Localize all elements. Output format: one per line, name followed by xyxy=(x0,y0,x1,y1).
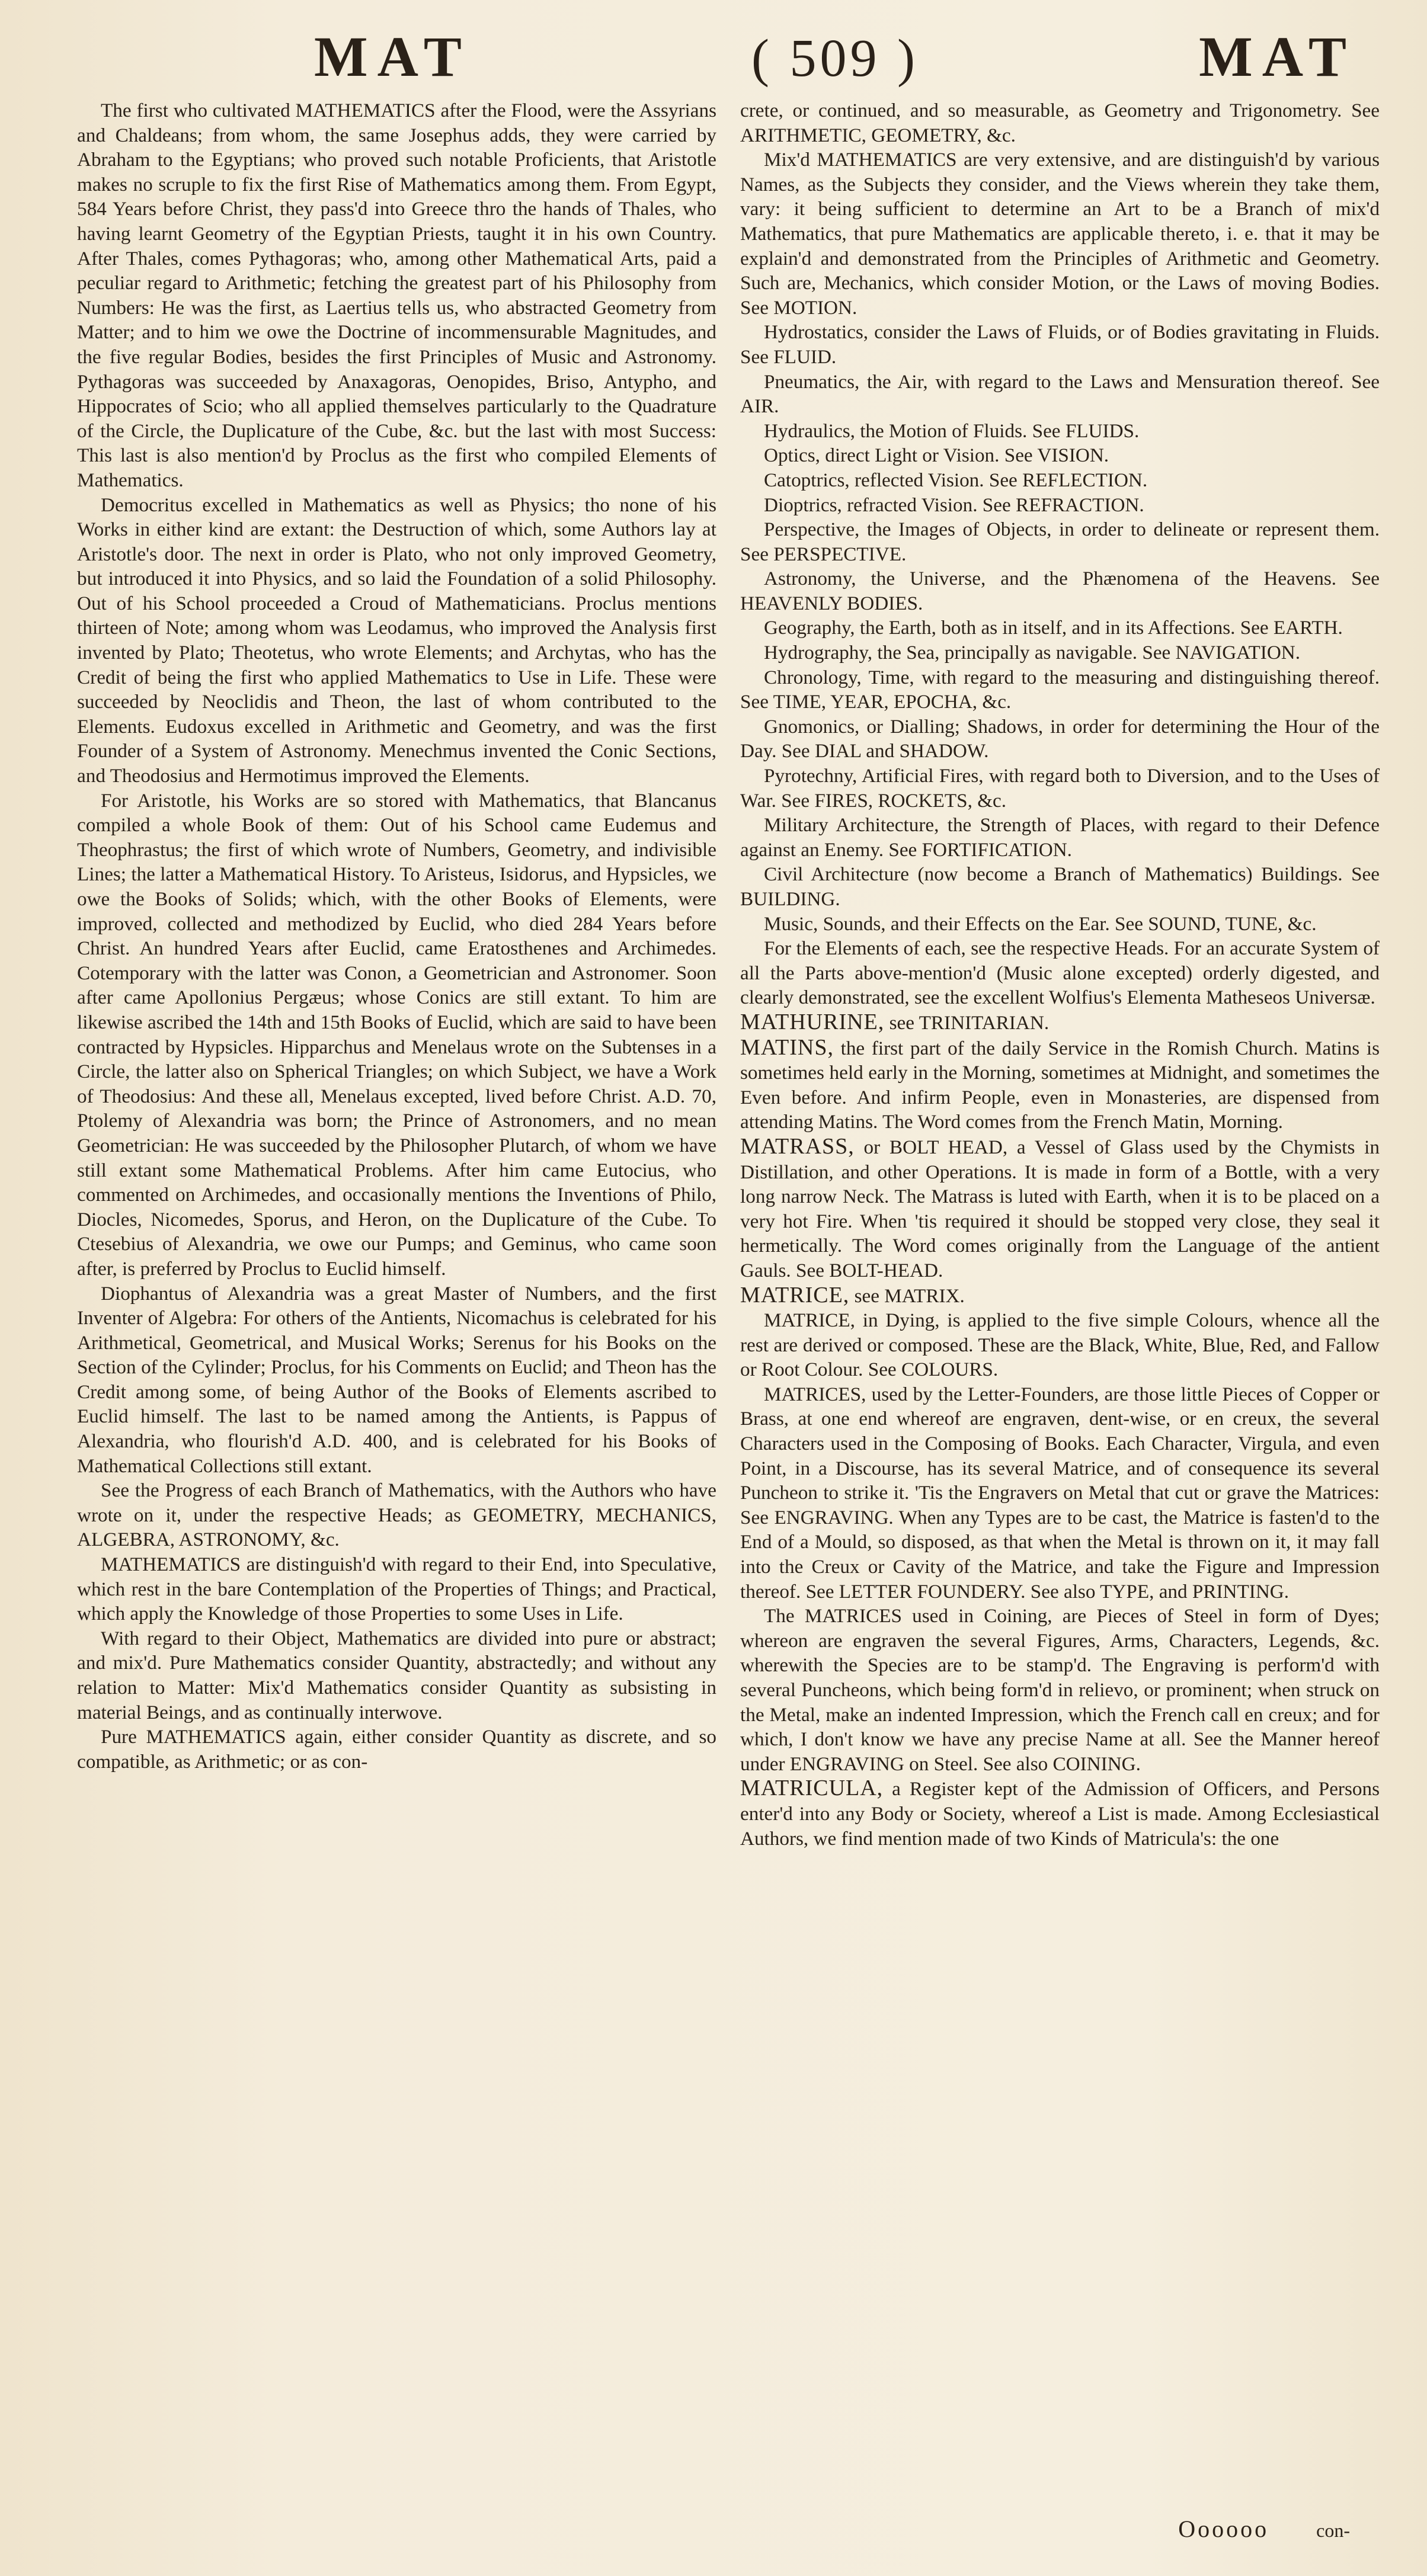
paragraph: MATHEMATICS are distinguish'd with regard to their End, into Speculative, which rest in the bare Contemplation of the Properties of Things; and Practical, which apply the Knowledge of those Properties to some Uses in Life. xyxy=(77,1553,716,1625)
entry-head: MATRICE, xyxy=(740,1282,850,1308)
paragraph: Hydrography, the Sea, principally as navigable. See NAVIGATION. xyxy=(764,642,1301,664)
entry-text: a Register kept of the Admission of Officers, and Persons enter'd into any Body or Society, whereof a List is made. Among Ecclesiastical Authors, we find mention made of two Kinds of Matricula's: the one xyxy=(740,1778,1380,1850)
paragraph: Democritus excelled in Mathematics as well as Physics; tho none of his Works in either kind are extant: the Destruction of which, some Authors lay at Aristotle's door. The next in order is Plato, who not only improved Geometry, but introduced it into Physics, and so laid the Foundation of a solid Philosophy. Out of his School proceeded a Croud of Mathematicians. Proclus mentions thirteen of Note; among whom was Leodamus, who improved the Analysis first invented by Plato; Theotetus, who wrote Elements; and Archytas, who has the Credit of being the first who applied Mathematics to Use in Life. These were succeeded by Neoclidis and Theon, the last of whom contributed to the Elements. Eudoxus excelled in Arithmetic and Geometry, and was the first Founder of a System of Astronomy. Menechmus invented the Conic Sections, and Theodosius and Hermotimus improved the Elements. xyxy=(77,494,716,787)
signature-mark: Oooooo xyxy=(1178,2516,1269,2542)
paragraph: Chronology, Time, with regard to the measuring and distinguishing thereof. See TIME, YEAR, EPOCHA, &c. xyxy=(740,666,1380,713)
catchword: con- xyxy=(1316,2520,1350,2541)
page-footer xyxy=(1178,2515,1350,2543)
entry-head: MATRASS, xyxy=(740,1133,855,1159)
paragraph: Optics, direct Light or Vision. See VISION. xyxy=(764,444,1109,467)
paragraph: For the Elements of each, see the respective Heads. For an accurate System of all the Parts above-mention'd (Music alone excepted) orderly digested, and clearly demonstrated, see the excellent Wolfius's Elementa Matheseos Universæ. xyxy=(740,937,1380,1009)
entry-head: MATHURINE, xyxy=(740,1009,885,1034)
entry-matins xyxy=(740,1036,1380,1135)
entry-text: see MATRIX. xyxy=(849,1284,965,1307)
paragraph: The first who cultivated MATHEMATICS after the Flood, were the Assyrians and Chaldeans; from whom, the same Josephus adds, they were carried by Abraham to the Egyptians; who proved such notable Proficients, that Aristotle makes no scruple to fix the first Rise of Mathematics among them. From Egypt, 584 Years before Christ, they pass'd into Greece thro the hands of Thales, who having learnt Geometry of the Egyptian Priests, taught it in his own Country. After Thales, comes Pythagoras; who, among other Mathematical Arts, paid a peculiar regard to Arithmetic; fetching the greatest part of his Philosophy from Numbers: He was the first, as Laertius tells us, who abstracted Geometry from Matter; and to him we owe the Doctrine of incommensurable Magnitudes, and the five regular Bodies, besides the first Principles of Music and Astronomy. Pythagoras was succeeded by Anaxagoras, Oenopides, Briso, Antypho, and Hippocrates of Scio; who all applied themselves particularly to the Quadrature of the Circle, the Duplicature of the Cube, &c. but the last with most Success: This last is also mention'd by Proclus as the first who compiled Elements of Mathematics. xyxy=(77,100,716,491)
paragraph: The MATRICES used in Coining, are Pieces of Steel in form of Dyes; whereon are engraven the several Figures, Arms, Characters, Legends, &c. wherewith the Species are to be stamp'd. The Engraving is perform'd with several Puncheons, which being form'd in relievo, or prominent; when struck on the Metal, make an indented Impression, which the French call en creux; and for which, I don't know we have any precise Name at all. See the Manner hereof under ENGRAVING on Steel. See also COINING. xyxy=(740,1605,1380,1775)
paragraph: Mix'd MATHEMATICS are very extensive, and are distinguish'd by various Names, as the Subjects they consider, and the Views wherein they take them, vary: it being sufficient to determine an Art to be a Branch of mix'd Mathematics, that pure Mathematics are applicable thereto, i. e. that it may be explain'd and demonstrated from the Principles of Arithmetic and Geometry. Such are, Mechanics, which consider Motion, or the Laws of moving Bodies. See MOTION. xyxy=(740,149,1380,319)
entry-text: or BOLT HEAD, a Vessel of Glass used by the Chymists in Distillation, and other Operations. It is made in form of a Bottle, with a very long narrow Neck. The Matrass is luted with Earth, when it is to be placed on a very hot Fire. When 'tis required it should be stopped very close, they seal it hermetically. The Word comes originally from the Language of the antient Gauls. See BOLT-HEAD. xyxy=(740,1136,1380,1281)
paragraph: Pneumatics, the Air, with regard to the Laws and Mensuration thereof. See AIR. xyxy=(740,370,1380,418)
page-number: ( 509 ) xyxy=(751,29,919,88)
paragraph: Gnomonics, or Dialling; Shadows, in order for determining the Hour of the Day. See DIAL and SHADOW. xyxy=(740,715,1380,762)
paragraph: Hydrostatics, consider the Laws of Fluids, or of Bodies gravitating in Fluids. See FLUID. xyxy=(740,321,1380,368)
paragraph: Astronomy, the Universe, and the Phænomena of the Heavens. See HEAVENLY BODIES. xyxy=(740,568,1380,614)
right-column xyxy=(740,98,1380,1851)
paragraph: Pyrotechny, Artificial Fires, with regard both to Diversion, and to the Uses of War. See FIRES, ROCKETS, &c. xyxy=(740,765,1380,812)
headword-left: MAT xyxy=(314,25,471,88)
running-header xyxy=(77,24,1380,89)
left-column xyxy=(77,98,716,1851)
paragraph: Diophantus of Alexandria was a great Master of Numbers, and the first Inventer of Algebra: For others of the Antients, Nicomachus is celebrated for his Arithmetical, Geometrical, and Musical Works; Serenus for his Books on the Section of the Cylinder; Proclus, for his Comments on Euclid; and Theon has the Credit among some, of being Author of the Books of Elements ascribed to Euclid himself. The last to be named among the Antients, is Pappus of Alexandria, who flourish'd A.D. 400, and is celebrated for his Books of Mathematical Collections still extant. xyxy=(77,1282,716,1477)
entry-head: MATRICULA, xyxy=(740,1776,884,1801)
headword-right: MAT xyxy=(1199,25,1356,88)
entry-text: see TRINITARIAN. xyxy=(884,1011,1050,1034)
paragraph: Catoptrics, reflected Vision. See REFLECTION. xyxy=(764,469,1148,491)
paragraph: Dioptrics, refracted Vision. See REFRACTION. xyxy=(764,494,1144,516)
entry-head: MATINS, xyxy=(740,1034,834,1060)
paragraph: Perspective, the Images of Objects, in order to delineate or represent them. See PERSPECTIVE. xyxy=(740,518,1380,565)
paragraph: Civil Architecture (now become a Branch of Mathematics) Buildings. See BUILDING. xyxy=(740,863,1380,910)
paragraph: See the Progress of each Branch of Mathematics, with the Authors who have wrote on it, under the respective Heads; as GEOMETRY, MECHANICS, ALGEBRA, ASTRONOMY, &c. xyxy=(77,1479,716,1551)
entry-matrass xyxy=(740,1135,1380,1283)
paragraph: MATRICES, used by the Letter-Founders, are those little Pieces of Copper or Brass, at one end whereof are engraven, dent-wise, or en creux, the several Characters used in the Composing of Books. Each Character, Virgula, and even Point, in a Discourse, has its several Matrice, and of consequence its several Puncheon to strike it. 'Tis the Engravers on Metal that cut or grave the Matrices: See ENGRAVING. When any Types are to be cast, the Matrice is fasten'd to the End of a Mould, so disposed, as that when the Metal is thrown on it, it may fall into the Creux or Cavity of the Matrice, and take the Figure and Impression thereof. See LETTER FOUNDERY. See also TYPE, and PRINTING. xyxy=(740,1383,1380,1603)
entry-matrice xyxy=(740,1283,1380,1309)
entry-matricula xyxy=(740,1776,1380,1851)
paragraph: MATRICE, in Dying, is applied to the five simple Colours, whence all the rest are derived or composed. These are the Black, White, Blue, Red, and Fallow or Root Colour. See COLOURS. xyxy=(740,1309,1380,1381)
paragraph: Hydraulics, the Motion of Fluids. See FLUIDS. xyxy=(764,419,1140,442)
entry-mathurine xyxy=(740,1010,1380,1036)
paragraph: Music, Sounds, and their Effects on the Ear. See SOUND, TUNE, &c. xyxy=(764,912,1317,935)
paragraph: Pure MATHEMATICS again, either consider Quantity as discrete, and so compatible, as Arithmetic; or as con- xyxy=(77,1726,716,1773)
entry-text: the first part of the daily Service in the Romish Church. Matins is sometimes held early in the Morning, sometimes at Midnight, and sometimes the Even before. And infirm People, even in Monasteries, are dispensed from attending Matins. The Word comes from the French Matin, Morning. xyxy=(740,1037,1380,1133)
paragraph: Geography, the Earth, both as in itself, and in its Affections. See EARTH. xyxy=(764,617,1343,639)
text-columns xyxy=(77,98,1380,1851)
paragraph: crete, or continued, and so measurable, as Geometry and Trigonometry. See ARITHMETIC, GEOMETRY, &c. xyxy=(740,100,1380,146)
paragraph: For Aristotle, his Works are so stored with Mathematics, that Blancanus compiled a whole Book of them: Out of his School came Eudemus and Theophrastus; the first of which wrote of Numbers, Geometry, and indivisible Lines; the latter a Mathematical History. To Aristeus, Isidorus, and Hypsicles, we owe the Books of Solids; which, with the other Books of Elements, were improved, collected and methodized by Euclid, who died 284 Years before Christ. An hundred Years after Euclid, came Eratosthenes and Archimedes. Cotemporary with the latter was Conon, a Geometrician and Astronomer. Soon after came Apollonius Pergæus; whose Conics are still extant. To him are likewise ascribed the 14th and 15th Books of Euclid, which are said to have been contracted by Hypsicles. Hipparchus and Menelaus wrote on the Subtenses in a Circle, the latter also on Spherical Triangles; on which Subject, we have a Work of Theodosius: And these all, Menelaus excepted, lived before Christ. A.D. 70, Ptolemy of Alexandria was born; the Prince of Astronomers, and no mean Geometrician: He was succeeded by the Philosopher Plutarch, of whom we have still extant some Mathematical Problems. After him came Eutocius, who commented on Archimedes, and occasionally mentions the Inventions of Philo, Diocles, Nicomedes, Sporus, and Heron, on the Duplicature of the Cube. To Ctesebius of Alexandria, we owe our Pumps; and Geminus, who came soon after, is preferred by Proclus to Euclid himself. xyxy=(77,789,716,1280)
paragraph: Military Architecture, the Strength of Places, with regard to their Defence against an Enemy. See FORTIFICATION. xyxy=(740,814,1380,861)
paragraph: With regard to their Object, Mathematics are divided into pure or abstract; and mix'd. Pure Mathematics consider Quantity, abstractedly; and without any relation to Matter: Mix'd Mathematics consider Quantity as subsisting in material Beings, and as continually interwove. xyxy=(77,1627,716,1723)
